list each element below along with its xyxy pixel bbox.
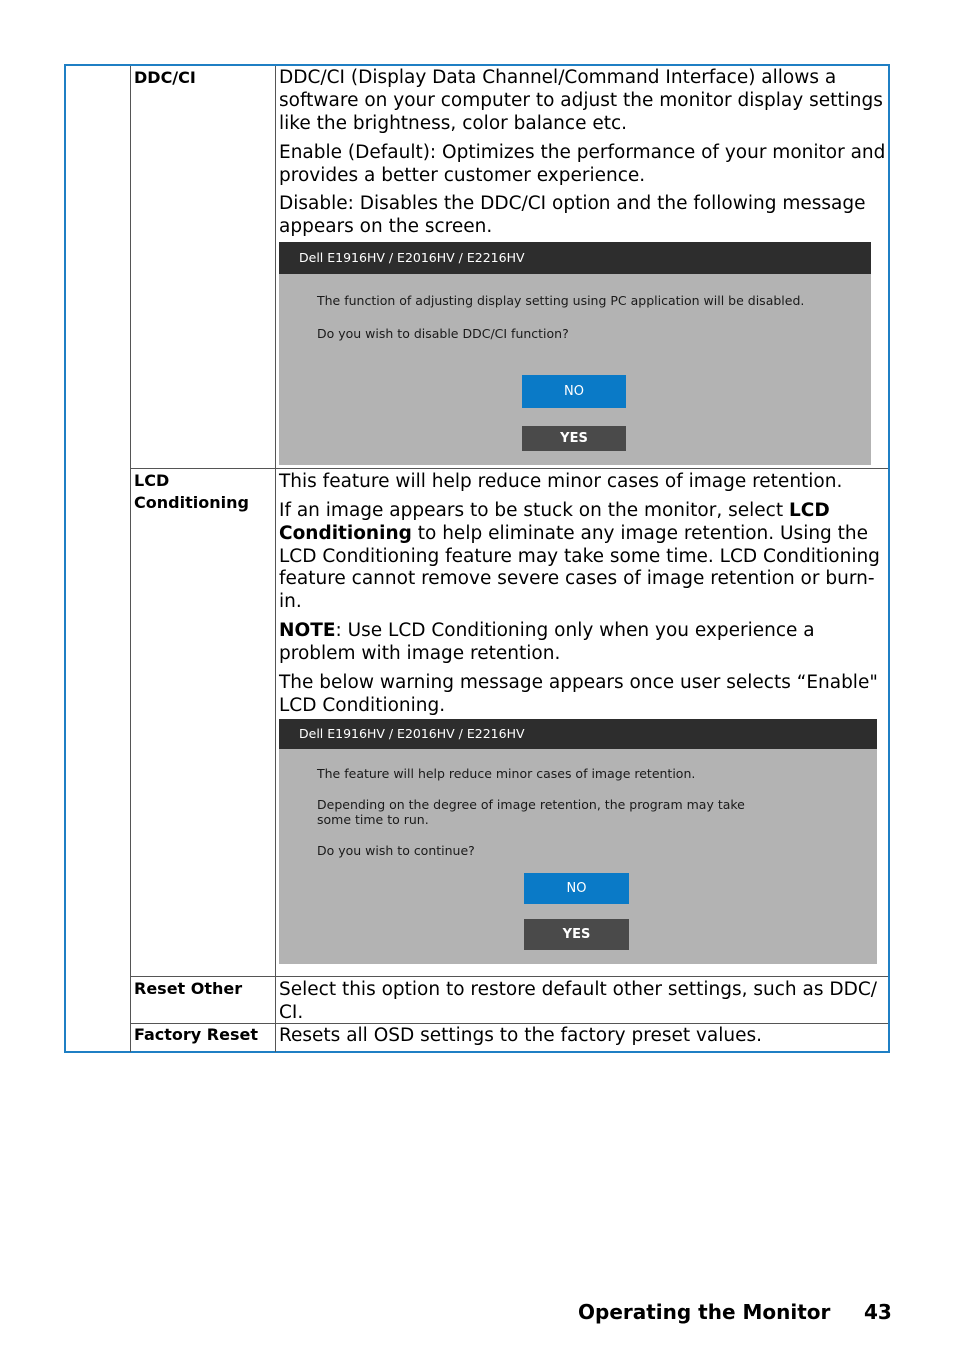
lcd-dialog-line1: The feature will help reduce minor cases of image retention. [317,766,696,781]
lcd-dialog-line4: Do you wish to continue? [317,843,475,858]
row-label-lcd-conditioning: LCD Conditioning [134,471,249,512]
lcd-dialog [279,719,877,964]
lcd-warning-intro: The below warning message appears once user selects “Enable" LCD Conditioning. [279,672,878,716]
lcd-yes-button[interactable]: YES [524,919,629,950]
column-divider-1 [130,66,131,1052]
footer-section-title: Operating the Monitor [578,1300,831,1324]
ddcci-dialog-line2: Do you wish to disable DDC/CI function? [317,326,569,341]
ddcci-dialog-title: Dell E1916HV / E2016HV / E2216HV [279,242,871,274]
column-divider-2 [275,66,276,1052]
factory-reset-text: Resets all OSD settings to the factory preset values. [279,1025,763,1046]
ddcci-disable-text: Disable: Disables the DDC/CI option and the following message appears on the screen. [279,193,866,237]
lcd-instructions-text: If an image appears to be stuck on the monitor, select LCD Conditioning to help eliminate any image retention. Using the LCD Conditioning feature may take some time. LCD Conditioning feature cannot remove severe cases of image retention or burn-in. [279,500,880,613]
row-label-ddcci: DDC/CI [134,68,196,87]
ddcci-description: DDC/CI (Display Data Channel/Command Interface) allows a software on your computer to adjust the monitor display settings like the brightness, color balance etc. [279,67,883,134]
lcd-dialog-line2: Depending on the degree of image retention, the program may take [317,797,745,812]
ddcci-dialog [279,242,871,465]
note-label: NOTE [279,620,336,641]
lcd-feature-name: LCD Conditioning [279,500,830,544]
lcd-dialog-title: Dell E1916HV / E2016HV / E2216HV [279,719,877,749]
reset-other-text: Select this option to restore default other settings, such as DDC/ CI. [279,979,877,1023]
ddcci-yes-button[interactable]: YES [522,426,626,451]
page-number: 43 [864,1300,892,1324]
lcd-intro-text: This feature will help reduce minor cases of image retention. [279,471,843,492]
ddcci-no-button[interactable]: NO [522,375,626,408]
row-divider-1 [130,468,888,469]
lcd-dialog-line3: some time to run. [317,812,429,827]
row-divider-2 [130,976,888,977]
ddcci-dialog-line1: The function of adjusting display setting using PC application will be disabled. [317,293,805,308]
ddcci-enable-text: Enable (Default): Optimizes the performance of your monitor and provides a better customer experience. [279,142,886,186]
row-label-reset-other: Reset Other [134,979,243,998]
lcd-note-text: NOTE: Use LCD Conditioning only when you experience a problem with image retention. [279,620,815,664]
row-label-factory-reset: Factory Reset [134,1025,258,1044]
lcd-no-button[interactable]: NO [524,873,629,904]
